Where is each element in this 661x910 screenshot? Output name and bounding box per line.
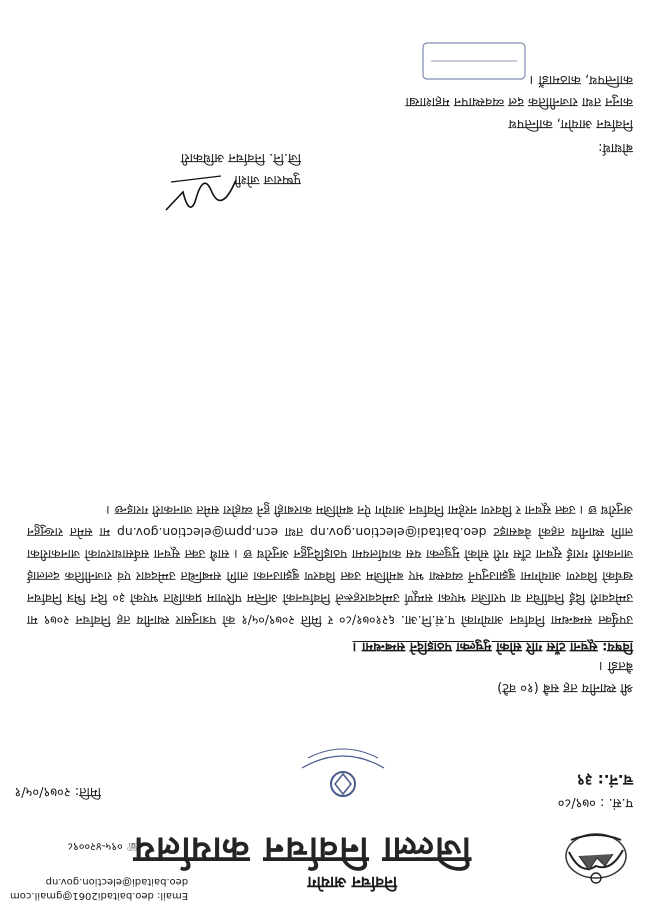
reference-number: प.सं. : ०७९/८० <box>557 795 633 810</box>
recipient-district: बैतडी । <box>598 658 633 673</box>
recipient-line: श्री स्थानीय तह सबै (१० वटै) <box>497 680 633 695</box>
email-line: deo.baitadi@election.gov.np <box>45 876 189 887</box>
cc-item: कान्तिपथ, काठमाडौं । <box>529 72 633 87</box>
signatory-title: जि.नि. निर्वाचन अधिकारी <box>180 150 301 165</box>
cc-item: कानुन तथा राजनीतिक दल व्यवस्थापन महाशाखा <box>405 94 633 109</box>
cc-label: बोधार्थ: <box>598 140 633 155</box>
letter-date: मिति: २०७९/०५/१ <box>14 784 101 799</box>
office-title: जिल्ला निर्वाचन कार्यालय <box>132 829 471 870</box>
signatory-name: पुष्पराज जोशी <box>234 172 301 187</box>
phone-number: ☏ ०९५-४२००९८ <box>67 840 140 853</box>
cc-item: निर्वाचन आयोग, कान्तिपथ <box>508 116 633 131</box>
letter-subject: विषय: सूचना टाँस गरि सोको मुचुल्का पठाइदिने सम्बन्धमा । <box>352 639 633 654</box>
email-block <box>10 874 188 902</box>
email-line: Email: deo.baitadi2061@gmail.com <box>10 890 189 901</box>
seal-stamp-icon <box>419 37 529 85</box>
office-stamp-icon <box>288 742 398 806</box>
signature-block <box>51 146 301 190</box>
nepal-emblem-icon <box>561 830 631 890</box>
dispatch-number: च.नं.: ३९ <box>576 771 633 789</box>
org-name: निर्वाचन आयोग <box>307 873 397 892</box>
letter-body: उपर्युक्त सम्बन्धमा निर्वाचन आयोगको प.सं.नि.आ. ६२१०७१/८० र मिति २०७९/०५/१ को पत्रानुसार स्थानीय तह निर्वाचन २०७९ मा उम्मेदवारी दिई निर्वाचित वा पराजित भएका सम्पूर्ण उम्मेदवारहरूले निर्वाचनको अन्तिम परिणाम प्रकाशित भएको ३० दिन भित्र निर्वाचन खर्चको विवरण आयोगमा बुझाउनुपर्ने व्यवस्था भए बमोजिम उक्त विवरण बुझाउनका लागि सम्बन्धित उम्मेदवार एवं राजनीतिक दललाई जानकारी गराई सूचना टाँस गरी सोको मुचुल्का यस कार्यालयमा पठाइदिनुहुन अनुरोध छ । साथै उक्त सूचना सर्वसाधारणको जानकारीका लागि स्थानीय तहको वेबसाइट deo.baitadi@election.gov.np तथा ecn.ppm@election.gov.np मा समेत राख्नुहुन अनुरोध छ । उक्त सूचना र विवरण नरहेमा निर्वाचन आयोग ऐन बमोजिम कारबाही हुने व्यहोरा समेत जानकारी गराइन्छ । <box>27 503 633 628</box>
